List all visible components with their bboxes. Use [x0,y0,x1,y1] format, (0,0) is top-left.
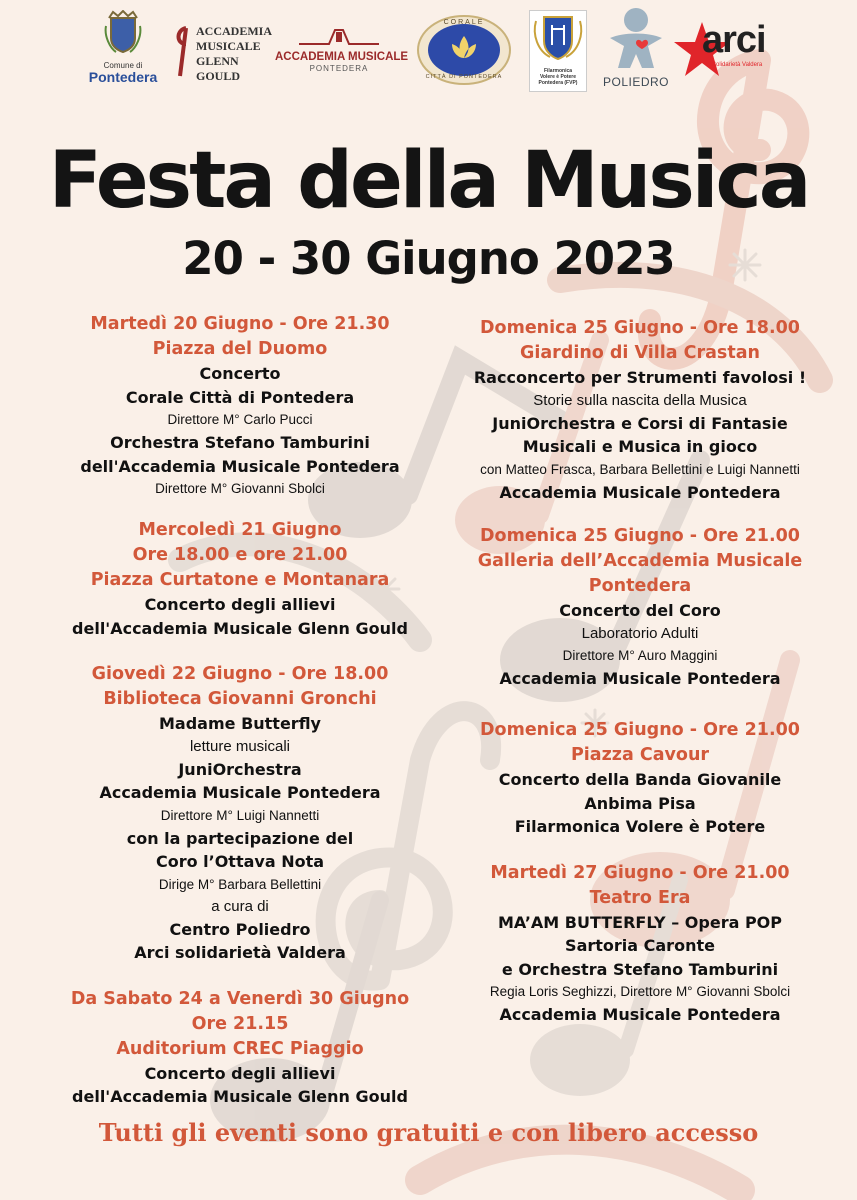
filarmonica-line-3: Pontedera (FVP) [538,80,578,86]
event-detail: Corale Città di Pontedera [125,387,355,407]
event-detail: Accademia Musicale Pontedera [499,482,781,502]
accademia-emblem-icon [299,26,379,46]
event-detail: Concerto degli allievi [144,595,336,614]
event-detail: Anbima Pisa [584,793,696,813]
filarmonica-line-2: Volere è Potere [539,74,577,80]
event-detail: Accademia Musicale Pontedera [99,783,381,802]
right-events-column [445,316,835,1027]
event-detail: Regia Loris Seghizzi, Direttore M° Giovanni Sbolci [489,984,791,999]
event-detail: Direttore M° Carlo Pucci [167,412,313,427]
event-heading: Martedì 20 Giugno - Ore 21.30 [90,314,390,334]
glenn-gould-line-3: GLENN GOULD [196,54,241,83]
event-heading: Teatro Era [589,887,691,908]
event-detail: con la partecipazione del [126,828,354,848]
poster-title: Festa della Musica [48,136,809,226]
logo-poliedro [600,6,672,88]
event-detail: dell'Accademia Musicale Glenn Gould [72,1087,408,1106]
event-detail: Concerto della Banda Giovanile [498,770,782,789]
event-heading: Domenica 25 Giugno - Ore 21.00 [480,720,800,740]
event-block [40,312,440,500]
event-heading: Domenica 25 Giugno - Ore 21.00 [480,526,800,546]
arci-label: arci [702,19,766,61]
event-heading: Piazza Cavour [570,745,710,765]
event-heading: Ore 21.15 [191,1013,289,1034]
event-heading: Ore 18.00 e ore 21.00 [132,545,348,565]
pontedera-label: Pontedera [88,69,158,85]
event-detail: Direttore M° Luigi Nannetti [160,807,320,823]
event-detail: Arci solidarietà Valdera [134,943,346,962]
logo-filarmonica [529,10,587,92]
event-block [40,662,440,965]
event-detail: Musicali e Musica in gioco [522,437,758,456]
event-heading: Giardino di Villa Crastan [520,343,760,363]
event-detail: Concerto [199,364,281,383]
coat-of-arms-icon [103,10,143,56]
event-heading: Pontedera [588,576,692,596]
filarmonica-line-1: Filarmonica [543,68,573,74]
accademia-label: ACCADEMIA MUSICALE [275,51,409,63]
event-heading: Mercoledì 21 Giugno [138,520,342,540]
poster-dates: 20 - 30 Giugno 2023 [182,232,675,285]
event-detail: Filarmonica Volere è Potere [514,817,766,836]
event-heading: Giovedì 22 Giugno - Ore 18.00 [91,664,389,684]
event-block [445,861,835,1027]
corale-bottom-label: CITTÀ DI PONTEDERA [425,74,503,80]
event-detail: Storie sulla nascita della Musica [533,391,747,409]
event-detail: dell'Accademia Musicale Glenn Gould [72,618,408,638]
event-detail: Madame Butterfly [159,714,321,733]
left-events-column [40,312,440,1109]
event-detail: Centro Poliedro [169,919,311,939]
event-detail: Dirige M° Barbara Bellettini [158,876,322,892]
logo-comune-pontedera [86,10,160,90]
arci-sub-label: Solidarietà Valdera [712,62,763,68]
logo-accademia-musicale-pontedera [275,26,409,78]
event-detail: Direttore M° Auro Maggini [562,647,718,663]
event-heading: Galleria dell’Accademia Musicale [477,551,803,571]
event-detail: Concerto del Coro [559,601,721,620]
event-block [445,718,835,839]
event-heading: Auditorium CREC Piaggio [116,1038,364,1059]
free-entry-notice: Tutti gli eventi sono gratuiti e con libero accesso [98,1118,759,1147]
event-detail: JuniOrchestra [178,759,302,779]
event-detail: con Matteo Frasca, Barbara Bellettini e Luigi Nannetti [480,461,800,477]
event-block [40,987,440,1109]
bass-clef-icon [174,24,194,80]
event-heading: Martedì 27 Giugno - Ore 21.00 [490,862,790,883]
event-detail: a cura di [211,897,269,915]
event-detail: e Orchestra Stefano Tamburini [501,959,779,979]
event-heading: Piazza Curtatone e Montanara [90,570,390,590]
event-detail: Orchestra Stefano Tamburini [110,433,370,452]
event-detail: Laboratorio Adulti [581,624,699,642]
sponsor-logos [0,6,857,91]
event-detail: dell'Accademia Musicale Pontedera [80,456,400,476]
poliedro-label: POLIEDRO [602,75,669,89]
event-detail: Coro l’Ottava Nota [155,852,325,871]
event-block [40,518,440,640]
event-detail: Accademia Musicale Pontedera [499,1005,781,1024]
logo-glenn-gould [170,22,272,83]
filarmonica-crest-icon [530,11,586,63]
event-block [445,524,835,690]
accademia-sub-label: PONTEDERA [309,64,369,73]
event-heading: Da Sabato 24 a Venerdì 30 Giugno [70,988,410,1009]
event-heading: Piazza del Duomo [152,339,328,359]
event-detail: Sartoria Caronte [565,936,715,955]
event-detail: letture musicali [189,737,291,755]
event-block [445,316,835,504]
event-heading: Biblioteca Giovanni Gronchi [103,689,377,709]
event-heading: Domenica 25 Giugno - Ore 18.00 [480,318,800,338]
poliedro-figure-icon [604,6,668,70]
event-detail: Concerto degli allievi [144,1063,336,1083]
event-detail: MA’AM BUTTERFLY – Opera POP [498,912,782,932]
event-detail: Accademia Musicale Pontedera [499,668,781,688]
event-detail: Racconcerto per Strumenti favolosi ! [473,368,807,387]
glenn-gould-line-2: MUSICALE [196,39,261,53]
event-detail: JuniOrchestra e Corsi di Fantasie [492,413,788,433]
corale-top-label: CORALE [443,19,485,26]
event-detail: Direttore M° Giovanni Sbolci [155,481,325,496]
logo-arci [672,16,772,86]
glenn-gould-line-1: ACCADEMIA [196,24,272,38]
logo-corale [416,14,512,86]
comune-label: Comune di [103,61,143,70]
